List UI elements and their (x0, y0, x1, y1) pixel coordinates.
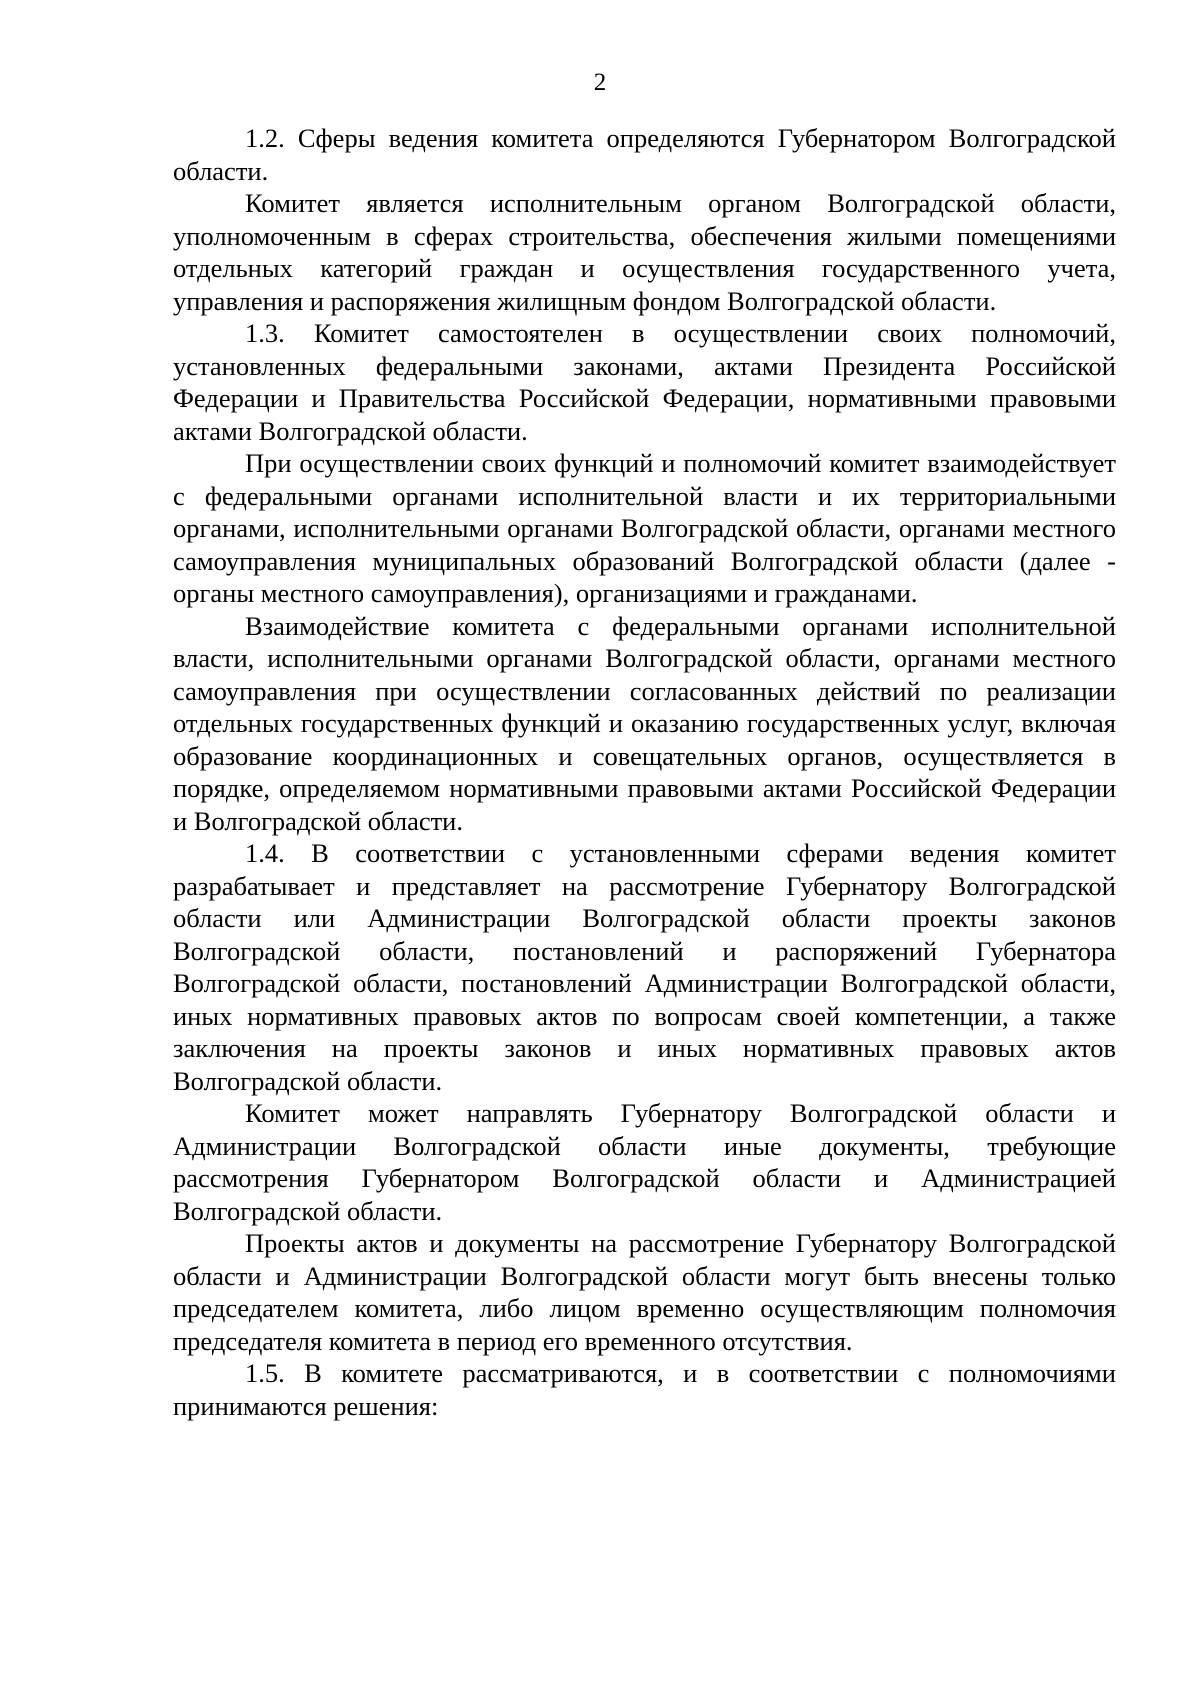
document-body (173, 122, 1116, 1422)
paragraph-committee-status: Комитет является исполнительным органом Волгоградской области, уполномоченным в сферах строительства, обеспечения жилыми помещениями отдельных категорий граждан и осуществления государственного учета, управления и распоряжения жилищным фондом Волгоградской области. (173, 188, 1116, 316)
paragraph-1-4-drafts: 1.4. В соответствии с установленными сферами ведения комитет разрабатывает и представляет на рассмотрение Губернатору Волгоградской области или Администрации Волгоградской области проекты законов Волгоградской области, постановлений и распоряжений Губернатора Волгоградской области, постановлений Администрации Волгоградской области, иных нормативных правовых актов по вопросам своей компетенции, а также заключения на проекты законов и иных нормативных правовых актов Волгоградской области. (173, 838, 1116, 1096)
paragraph-submission-rules: Проекты актов и документы на рассмотрение Губернатору Волгоградской области и Администрации Волгоградской области могут быть внесены только председателем комитета, либо лицом временно осуществляющим полномочия председателя комитета в период его временного отсутствия. (173, 1228, 1116, 1356)
page-number: 2 (593, 69, 607, 96)
paragraph-1-2-spheres: 1.2. Сферы ведения комитета определяются Губернатором Волгоградской области. (173, 123, 1116, 186)
paragraph-other-documents: Комитет может направлять Губернатору Волгоградской области и Администрации Волгоградской области иные документы, требующие рассмотрения Губернатором Волгоградской области и Администрацией Волгоградской области. (173, 1098, 1116, 1226)
paragraph-1-5-decisions: 1.5. В комитете рассматриваются, и в соответствии с полномочиями принимаются решения: (173, 1358, 1116, 1421)
paragraph-interaction-order: Взаимодействие комитета с федеральными органами исполнительной власти, исполнительными органами Волгоградской области, органами местного самоуправления при осуществлении согласованных действий по реализации отдельных государственных функций и оказанию государственных услуг, включая образование координационных и совещательных органов, осуществляется в порядке, определяемом нормативными правовыми актами Российской Федерации и Волгоградской области. (173, 610, 1116, 836)
paragraph-1-3-independence: 1.3. Комитет самостоятелен в осуществлении своих полномочий, установленных федеральными законами, актами Президента Российской Федерации и Правительства Российской Федерации, нормативными правовыми актами Волгоградской области. (173, 318, 1116, 446)
paragraph-interaction-bodies: При осуществлении своих функций и полномочий комитет взаимодействует с федеральными органами исполнительной власти и их территориальными органами, исполнительными органами Волгоградской области, органами местного самоуправления муниципальных образований Волгоградской области (далее - органы местного самоуправления), организациями и гражданами. (173, 448, 1116, 608)
